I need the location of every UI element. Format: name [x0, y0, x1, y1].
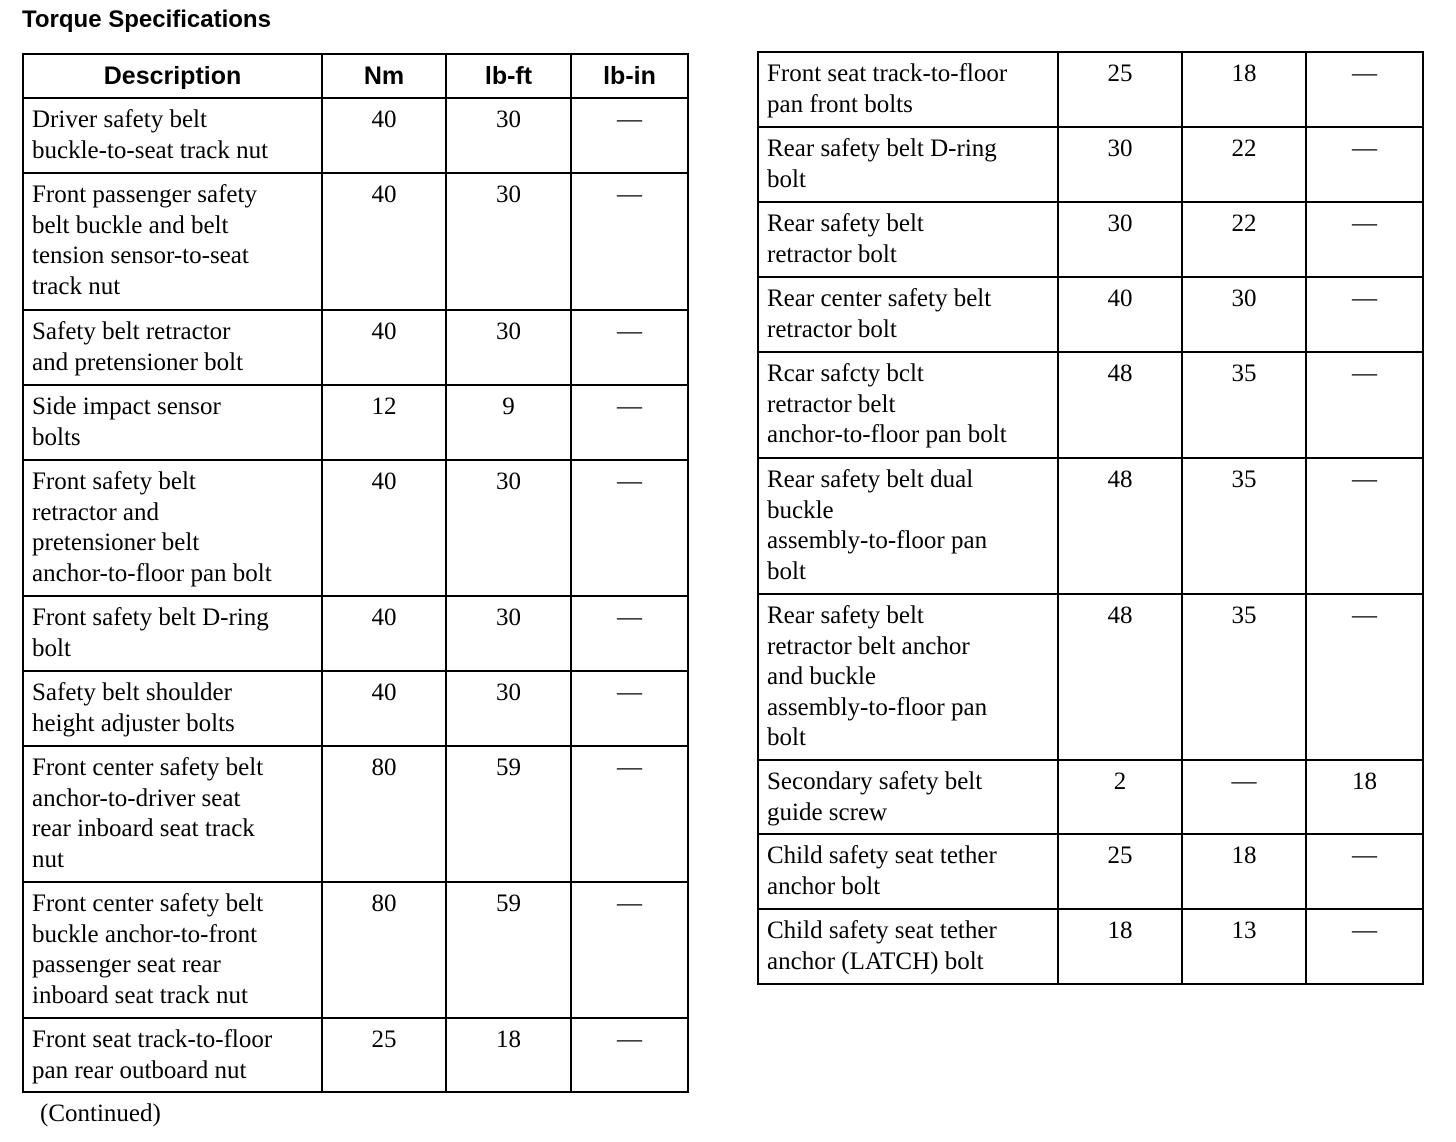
table-row: [758, 277, 1423, 352]
table-row: [23, 460, 688, 596]
lb-ft-cell: —: [1182, 760, 1306, 834]
nm-cell: 80: [322, 882, 446, 1018]
lb-in-cell: —: [571, 173, 688, 310]
nm-cell: 40: [322, 596, 446, 671]
table-row: [23, 98, 688, 173]
nm-cell: 25: [322, 1018, 446, 1092]
lb-in-cell: —: [571, 671, 688, 746]
description-cell: Front seat track-to-floor pan front bolts: [758, 52, 1058, 127]
nm-cell: 18: [1058, 909, 1182, 984]
lb-ft-cell: 22: [1182, 202, 1306, 277]
nm-cell: 40: [322, 671, 446, 746]
table-row: [23, 746, 688, 882]
torque-table-left: [22, 53, 689, 1093]
lb-in-cell: 18: [1306, 760, 1423, 834]
lb-ft-cell: 59: [446, 746, 571, 882]
lb-ft-cell: 35: [1182, 458, 1306, 594]
table-row: [23, 385, 688, 460]
nm-cell: 30: [1058, 127, 1182, 202]
lb-in-cell: —: [1306, 202, 1423, 277]
header-description: Description: [23, 54, 322, 98]
lb-in-cell: —: [571, 596, 688, 671]
lb-in-cell: —: [1306, 834, 1423, 909]
description-cell: Rear safety belt retractor bolt: [758, 202, 1058, 277]
lb-in-cell: —: [571, 1018, 688, 1092]
lb-in-cell: —: [571, 98, 688, 173]
description-cell: Safety belt retractor and pretensioner bolt: [23, 310, 322, 385]
description-cell: Front passenger safety belt buckle and belt tension sensor-to-seat track nut: [23, 173, 322, 310]
nm-cell: 48: [1058, 458, 1182, 594]
table-row: [23, 671, 688, 746]
nm-cell: 25: [1058, 834, 1182, 909]
lb-ft-cell: 22: [1182, 127, 1306, 202]
lb-in-cell: —: [1306, 277, 1423, 352]
lb-in-cell: —: [1306, 127, 1423, 202]
description-cell: Front seat track-to-floor pan rear outboard nut: [23, 1018, 322, 1092]
description-cell: Child safety seat tether anchor bolt: [758, 834, 1058, 909]
lb-in-cell: —: [1306, 352, 1423, 458]
lb-in-cell: —: [1306, 52, 1423, 127]
description-cell: Rear center safety belt retractor bolt: [758, 277, 1058, 352]
table-row: [23, 1018, 688, 1092]
table-row: [23, 173, 688, 310]
header-nm: Nm: [322, 54, 446, 98]
lb-ft-cell: 35: [1182, 352, 1306, 458]
table-row: [758, 52, 1423, 127]
lb-in-cell: —: [571, 460, 688, 596]
nm-cell: 25: [1058, 52, 1182, 127]
lb-ft-cell: 18: [446, 1018, 571, 1092]
table-row: [758, 909, 1423, 984]
nm-cell: 48: [1058, 594, 1182, 760]
description-cell: Front safety belt D-ring bolt: [23, 596, 322, 671]
lb-ft-cell: 18: [1182, 834, 1306, 909]
description-cell: Driver safety belt buckle-to-seat track nut: [23, 98, 322, 173]
description-cell: Child safety seat tether anchor (LATCH) bolt: [758, 909, 1058, 984]
nm-cell: 12: [322, 385, 446, 460]
description-cell: Rear safety belt D-ring bolt: [758, 127, 1058, 202]
description-cell: Secondary safety belt guide screw: [758, 760, 1058, 834]
table-row: [758, 458, 1423, 594]
lb-ft-cell: 59: [446, 882, 571, 1018]
nm-cell: 40: [322, 98, 446, 173]
lb-in-cell: —: [1306, 458, 1423, 594]
lb-in-cell: —: [571, 882, 688, 1018]
table-header-row: [23, 54, 688, 98]
nm-cell: 2: [1058, 760, 1182, 834]
lb-ft-cell: 18: [1182, 52, 1306, 127]
lb-ft-cell: 30: [1182, 277, 1306, 352]
lb-ft-cell: 30: [446, 310, 571, 385]
lb-in-cell: —: [1306, 594, 1423, 760]
nm-cell: 40: [1058, 277, 1182, 352]
nm-cell: 80: [322, 746, 446, 882]
lb-ft-cell: 30: [446, 460, 571, 596]
lb-ft-cell: 30: [446, 671, 571, 746]
description-cell: Side impact sensor bolts: [23, 385, 322, 460]
description-cell: Front safety belt retractor and pretensioner belt anchor-to-floor pan bolt: [23, 460, 322, 596]
description-cell: Safety belt shoulder height adjuster bolts: [23, 671, 322, 746]
table-row: [758, 760, 1423, 834]
description-cell: Front center safety belt anchor-to-driver seat rear inboard seat track nut: [23, 746, 322, 882]
table-row: [23, 310, 688, 385]
table-row: [23, 596, 688, 671]
nm-cell: 40: [322, 310, 446, 385]
nm-cell: 48: [1058, 352, 1182, 458]
table-row: [758, 127, 1423, 202]
lb-ft-cell: 13: [1182, 909, 1306, 984]
lb-in-cell: —: [571, 746, 688, 882]
table-row: [758, 202, 1423, 277]
nm-cell: 40: [322, 460, 446, 596]
lb-in-cell: —: [571, 310, 688, 385]
table-row: [23, 882, 688, 1018]
description-cell: Rear safety belt retractor belt anchor and buckle assembly-to-floor pan bolt: [758, 594, 1058, 760]
description-cell: Front center safety belt buckle anchor-to-front passenger seat rear inboard seat track nut: [23, 882, 322, 1018]
lb-ft-cell: 30: [446, 596, 571, 671]
continued-note: (Continued): [40, 1100, 161, 1127]
lb-in-cell: —: [1306, 909, 1423, 984]
page-title: Torque Specifications: [22, 6, 271, 33]
lb-in-cell: —: [571, 385, 688, 460]
header-lb-in: lb-in: [571, 54, 688, 98]
description-cell: Rear safety belt dual buckle assembly-to-floor pan bolt: [758, 458, 1058, 594]
table-row: [758, 352, 1423, 458]
nm-cell: 30: [1058, 202, 1182, 277]
lb-ft-cell: 30: [446, 98, 571, 173]
nm-cell: 40: [322, 173, 446, 310]
lb-ft-cell: 9: [446, 385, 571, 460]
table-row: [758, 594, 1423, 760]
table-row: [758, 834, 1423, 909]
description-cell: Rcar safcty bclt retractor belt anchor-to-floor pan bolt: [758, 352, 1058, 458]
lb-ft-cell: 30: [446, 173, 571, 310]
header-lb-ft: lb-ft: [446, 54, 571, 98]
lb-ft-cell: 35: [1182, 594, 1306, 760]
torque-table-right: [757, 51, 1424, 985]
